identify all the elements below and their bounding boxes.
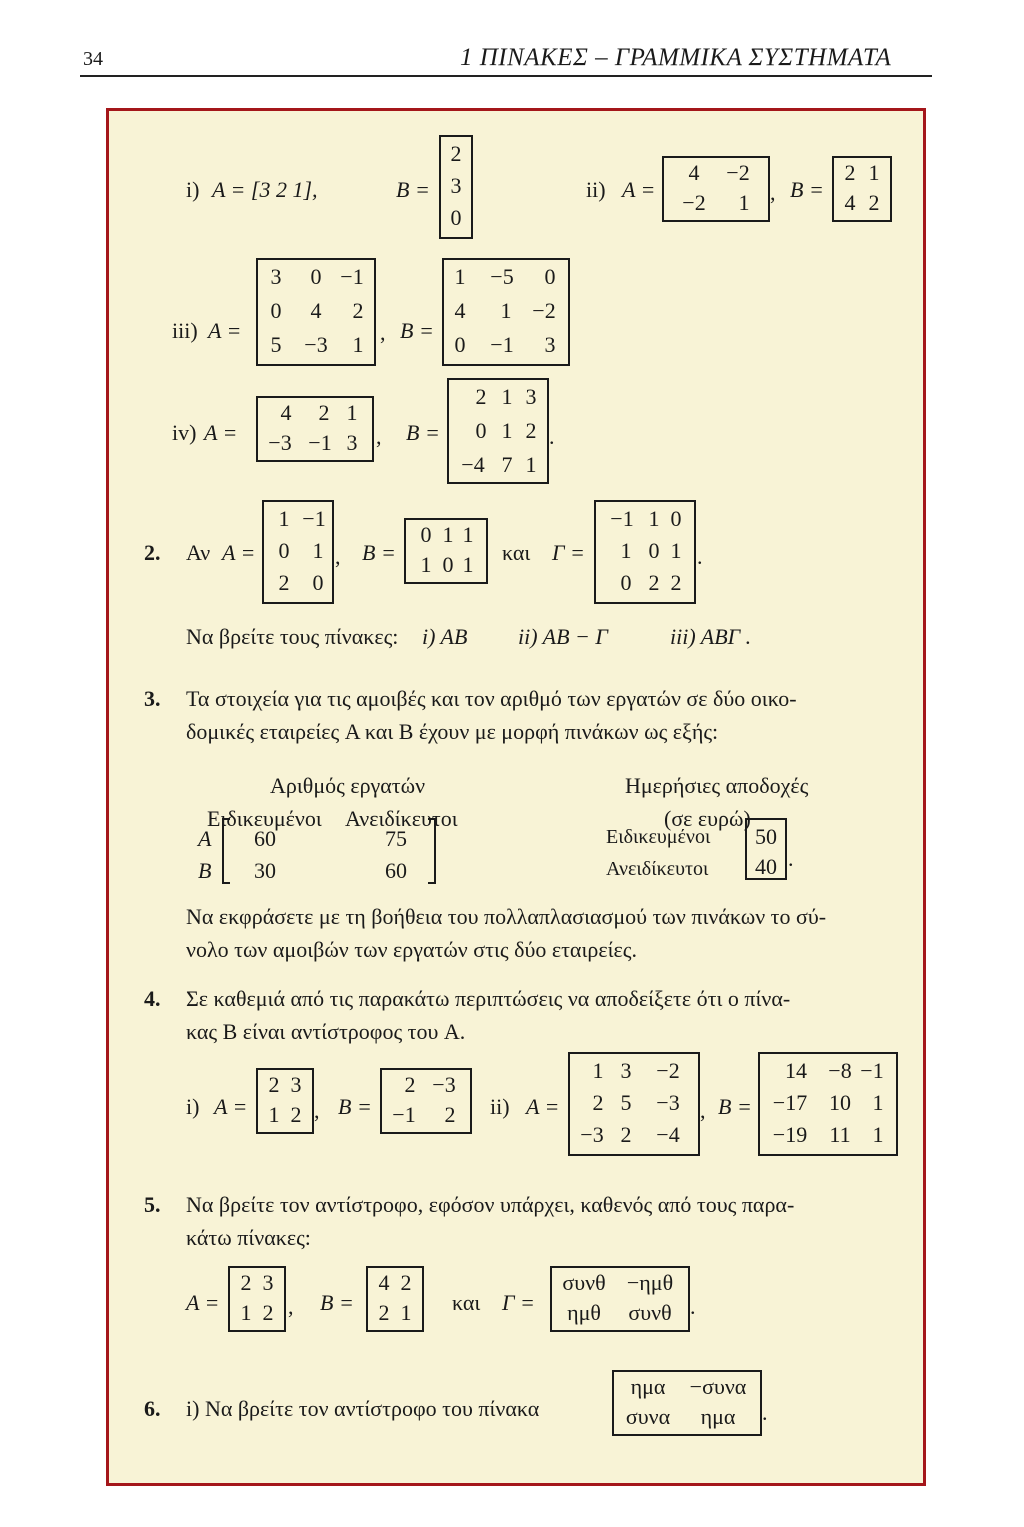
- ex3-line2: δομικές εταιρείες A και B έχουν με μορφή πινάκων ως εξής:: [186, 719, 719, 744]
- matrix-cell: 2: [620, 1122, 632, 1147]
- matrix-cell: 1: [312, 538, 324, 563]
- matrix-cell: 1: [462, 522, 474, 547]
- matrix-cell: συνα: [625, 1404, 671, 1429]
- matrix-cell: 5: [620, 1090, 632, 1115]
- matrix-cell: 0: [420, 522, 432, 547]
- ex3-wages-matrix: [745, 818, 787, 880]
- ex3-workers-left-bracket: [222, 818, 230, 884]
- matrix-cell: 3: [270, 264, 282, 289]
- ex2-B-matrix: [404, 518, 488, 584]
- matrix-cell: 4: [844, 190, 856, 215]
- matrix-cell: 2: [404, 1072, 416, 1097]
- matrix-cell: 1: [872, 1090, 884, 1115]
- matrix-cell: 1: [500, 298, 512, 323]
- matrix-cell: −3: [432, 1072, 456, 1097]
- matrix-cell: 0: [450, 205, 462, 230]
- matrix-cell: 0: [270, 298, 282, 323]
- matrix-cell: 0: [310, 264, 322, 289]
- matrix-cell: −3: [580, 1122, 604, 1147]
- ex2-question: Να βρείτε τους πίνακες:: [186, 624, 399, 649]
- matrix-cell: −4: [461, 452, 485, 477]
- matrix-cell: 11: [829, 1122, 851, 1147]
- matrix-cell: 60: [254, 826, 276, 851]
- matrix-cell: −2: [656, 1058, 680, 1083]
- ex4-number: 4.: [144, 986, 161, 1011]
- matrix-cell: −1: [392, 1102, 416, 1127]
- matrix-cell: 0: [312, 570, 324, 595]
- ex2-A-label: A =: [222, 540, 256, 565]
- matrix-cell: −17: [772, 1090, 808, 1115]
- ex1-ii-A-matrix: [662, 156, 770, 222]
- matrix-cell: −1: [490, 332, 514, 357]
- matrix-cell: 2: [475, 384, 487, 409]
- ex4-line1: Σε καθεμιά από τις παρακάτω περιπτώσεις να αποδείξετε ότι ο πίνα-: [186, 986, 791, 1011]
- matrix-cell: 1: [400, 1300, 412, 1325]
- matrix-cell: 2: [378, 1300, 390, 1325]
- ex1-iii-B-matrix: [442, 258, 570, 366]
- ex2-kai: και: [502, 540, 531, 565]
- matrix-cell: 7: [501, 452, 513, 477]
- ex3-unspecialized-header: Ανειδίκευτοι: [345, 806, 458, 831]
- matrix-cell: −1: [302, 506, 326, 531]
- matrix-cell: 3: [262, 1270, 274, 1295]
- matrix-cell: 1: [670, 538, 682, 563]
- ex3-line3: Να εκφράσετε με τη βοήθεια του πολλαπλασιασμού των πινάκων το σύ-: [186, 904, 827, 929]
- ex4-i-A-matrix: [256, 1068, 314, 1134]
- ex1-iv-B-label: B =: [406, 420, 440, 445]
- ex2-q2: ii) AB − Γ: [518, 624, 608, 649]
- ex1-ii-B-matrix: [832, 156, 892, 222]
- ex3-number: 3.: [144, 686, 161, 711]
- ex1-iv-A-label: A =: [204, 420, 238, 445]
- matrix-cell: 14: [785, 1058, 807, 1083]
- matrix-cell: 2: [450, 141, 462, 166]
- matrix-cell: 2: [352, 298, 364, 323]
- ex1-i-A: A = [3 2 1],: [212, 177, 318, 202]
- ex4-i-B-label: B =: [338, 1094, 372, 1119]
- matrix-cell: 2: [318, 400, 330, 425]
- matrix-cell: 3: [346, 430, 358, 455]
- matrix-cell: −ημθ: [626, 1270, 674, 1295]
- matrix-cell: 30: [254, 858, 276, 883]
- matrix-cell: 2: [268, 1072, 280, 1097]
- matrix-cell: −3: [656, 1090, 680, 1115]
- matrix-cell: −1: [308, 430, 332, 455]
- matrix-cell: 2: [844, 160, 856, 185]
- ex1-iv-label: iv): [172, 420, 197, 445]
- comma: ,: [288, 1294, 294, 1319]
- matrix-cell: 1: [240, 1300, 252, 1325]
- ex1-iii-B-label: B =: [400, 318, 434, 343]
- ex5-G-matrix: [550, 1266, 690, 1332]
- ex1-iii-label: iii): [172, 318, 198, 343]
- ex5-line2: κάτω πίνακες:: [186, 1225, 311, 1250]
- matrix-cell: 0: [648, 538, 660, 563]
- matrix-cell: 40: [755, 854, 777, 879]
- ex3-row-A: A: [198, 826, 212, 851]
- matrix-cell: 2: [290, 1102, 302, 1127]
- ex1-ii-A-label: A =: [622, 177, 656, 202]
- matrix-cell: 0: [670, 506, 682, 531]
- ex5-A-label: A =: [186, 1290, 220, 1315]
- matrix-cell: 1: [454, 264, 466, 289]
- matrix-cell: −4: [656, 1122, 680, 1147]
- ex1-i-B-matrix: [439, 135, 473, 239]
- matrix-cell: 3: [525, 384, 537, 409]
- ex4-i-B-matrix: [380, 1068, 472, 1134]
- ex1-i-B-label: B =: [396, 177, 430, 202]
- ex1-iii-A-matrix: [256, 258, 376, 366]
- comma: ,: [770, 180, 776, 205]
- matrix-cell: 60: [385, 858, 407, 883]
- matrix-cell: 2: [592, 1090, 604, 1115]
- matrix-cell: 2: [648, 570, 660, 595]
- matrix-cell: 75: [385, 826, 407, 851]
- matrix-cell: 1: [268, 1102, 280, 1127]
- matrix-cell: 3: [620, 1058, 632, 1083]
- matrix-cell: ημθ: [567, 1300, 601, 1325]
- ex4-ii-label: ii): [490, 1094, 510, 1119]
- ex1-iv-B-matrix: [447, 378, 549, 484]
- matrix-cell: 4: [310, 298, 322, 323]
- ex6-number: 6.: [144, 1396, 161, 1421]
- ex3-line4: νολο των αμοιβών των εργατών στις δύο εταιρείες.: [186, 937, 637, 962]
- ex5-kai: και: [452, 1290, 481, 1315]
- ex2-number: 2.: [144, 540, 161, 565]
- ex2-G-matrix: [594, 500, 696, 604]
- matrix-cell: −8: [828, 1058, 852, 1083]
- matrix-cell: 0: [454, 332, 466, 357]
- chapter-title: 1 ΠΙΝΑΚΕΣ – ΓΡΑΜΜΙΚΑ ΣΥΣΤΗΜΑΤΑ: [460, 44, 892, 71]
- ex3-specialized-header: Ειδικευμένοι: [207, 806, 322, 831]
- period: .: [762, 1400, 768, 1425]
- matrix-cell: −2: [682, 190, 706, 215]
- matrix-cell: 5: [270, 332, 282, 357]
- ex6-matrix: [612, 1370, 762, 1436]
- ex5-B-label: B =: [320, 1290, 354, 1315]
- matrix-cell: 1: [278, 506, 290, 531]
- comma: ,: [380, 320, 386, 345]
- matrix-cell: −1: [340, 264, 364, 289]
- comma: ,: [700, 1098, 706, 1123]
- matrix-cell: 1: [462, 552, 474, 577]
- matrix-cell: −2: [532, 298, 556, 323]
- matrix-cell: 2: [525, 418, 537, 443]
- matrix-cell: 1: [738, 190, 750, 215]
- matrix-cell: 2: [670, 570, 682, 595]
- ex3-workers-header: Αριθμός εργατών: [270, 773, 426, 798]
- period: .: [690, 1294, 696, 1319]
- matrix-cell: 1: [868, 160, 880, 185]
- matrix-cell: −1: [610, 506, 634, 531]
- ex5-B-matrix: [366, 1266, 424, 1332]
- matrix-cell: 1: [352, 332, 364, 357]
- matrix-cell: 1: [592, 1058, 604, 1083]
- matrix-cell: −2: [726, 160, 750, 185]
- ex4-ii-A-matrix: [568, 1052, 700, 1156]
- ex3-workers-right-bracket: [428, 818, 436, 884]
- ex1-i-label: i): [186, 177, 200, 202]
- matrix-cell: 0: [544, 264, 556, 289]
- ex4-ii-A-label: A =: [526, 1094, 560, 1119]
- matrix-cell: ημα: [630, 1374, 666, 1399]
- ex4-i-label: i): [186, 1094, 200, 1119]
- matrix-cell: συνθ: [562, 1270, 606, 1295]
- ex3-line1: Τα στοιχεία για τις αμοιβές και τον αριθμό των εργατών σε δύο οικο-: [186, 686, 797, 711]
- matrix-cell: 1: [501, 418, 513, 443]
- ex1-ii-label: ii): [586, 177, 606, 202]
- matrix-cell: 2: [278, 570, 290, 595]
- ex6-text: i) Να βρείτε τον αντίστροφο του πίνακα: [186, 1396, 540, 1421]
- comma: ,: [376, 424, 382, 449]
- ex1-ii-B-label: B =: [790, 177, 824, 202]
- comma: ,: [335, 544, 341, 569]
- matrix-cell: 1: [525, 452, 537, 477]
- ex4-line2: κας B είναι αντίστροφος του A.: [186, 1019, 466, 1044]
- period: .: [697, 544, 703, 569]
- ex2-B-label: B =: [362, 540, 396, 565]
- page-number: 34: [83, 48, 103, 70]
- matrix-cell: 3: [290, 1072, 302, 1097]
- ex5-line1: Να βρείτε τον αντίστροφο, εφόσον υπάρχει, καθενός από τους παρα-: [186, 1192, 795, 1217]
- matrix-cell: −συνα: [689, 1374, 747, 1399]
- ex2-G-label: Γ =: [552, 540, 585, 565]
- ex1-iv-A-matrix: [256, 396, 374, 462]
- ex2-q1: i) AB: [422, 624, 468, 649]
- ex5-G-label: Γ =: [502, 1290, 535, 1315]
- matrix-cell: 2: [444, 1102, 456, 1127]
- ex4-i-A-label: A =: [214, 1094, 248, 1119]
- ex2-intro: Αν: [186, 540, 211, 565]
- ex4-ii-B-label: B =: [718, 1094, 752, 1119]
- ex2-A-matrix: [262, 500, 334, 604]
- matrix-cell: 3: [544, 332, 556, 357]
- ex5-number: 5.: [144, 1192, 161, 1217]
- ex5-A-matrix: [228, 1266, 286, 1332]
- matrix-cell: 2: [400, 1270, 412, 1295]
- matrix-cell: 1: [872, 1122, 884, 1147]
- matrix-cell: 1: [648, 506, 660, 531]
- matrix-cell: 0: [442, 552, 454, 577]
- matrix-cell: −1: [860, 1058, 884, 1083]
- period: .: [788, 846, 794, 871]
- header-rule: [80, 75, 932, 77]
- ex3-wages-header: Ημερήσιες αποδοχές: [625, 773, 809, 798]
- ex4-ii-B-matrix: [758, 1052, 898, 1156]
- matrix-cell: 0: [278, 538, 290, 563]
- comma: ,: [314, 1098, 320, 1123]
- matrix-cell: 1: [442, 522, 454, 547]
- matrix-cell: 2: [262, 1300, 274, 1325]
- matrix-cell: 4: [688, 160, 700, 185]
- matrix-cell: −5: [490, 264, 514, 289]
- matrix-cell: 50: [755, 824, 777, 849]
- matrix-cell: 10: [829, 1090, 851, 1115]
- matrix-cell: 2: [240, 1270, 252, 1295]
- ex3-wage-row-unspecialized: Ανειδίκευτοι: [606, 858, 709, 880]
- ex2-q3: iii) ABΓ .: [670, 624, 752, 649]
- matrix-cell: 0: [620, 570, 632, 595]
- matrix-cell: 4: [280, 400, 292, 425]
- matrix-cell: 1: [420, 552, 432, 577]
- matrix-cell: 1: [620, 538, 632, 563]
- matrix-cell: −19: [772, 1122, 808, 1147]
- matrix-cell: 2: [868, 190, 880, 215]
- ex3-wages-unit: (σε ευρώ): [664, 806, 751, 831]
- matrix-cell: 4: [454, 298, 466, 323]
- matrix-cell: 3: [450, 173, 462, 198]
- matrix-cell: −3: [268, 430, 292, 455]
- ex3-row-B: B: [198, 858, 212, 883]
- ex3-wage-row-specialized: Ειδικευμένοι: [606, 826, 711, 848]
- period: .: [549, 424, 555, 449]
- matrix-cell: συνθ: [628, 1300, 672, 1325]
- matrix-cell: 4: [378, 1270, 390, 1295]
- matrix-cell: −3: [304, 332, 328, 357]
- matrix-cell: ημα: [700, 1404, 736, 1429]
- matrix-cell: 1: [501, 384, 513, 409]
- matrix-cell: 1: [346, 400, 358, 425]
- ex1-iii-A-label: A =: [208, 318, 242, 343]
- matrix-cell: 0: [475, 418, 487, 443]
